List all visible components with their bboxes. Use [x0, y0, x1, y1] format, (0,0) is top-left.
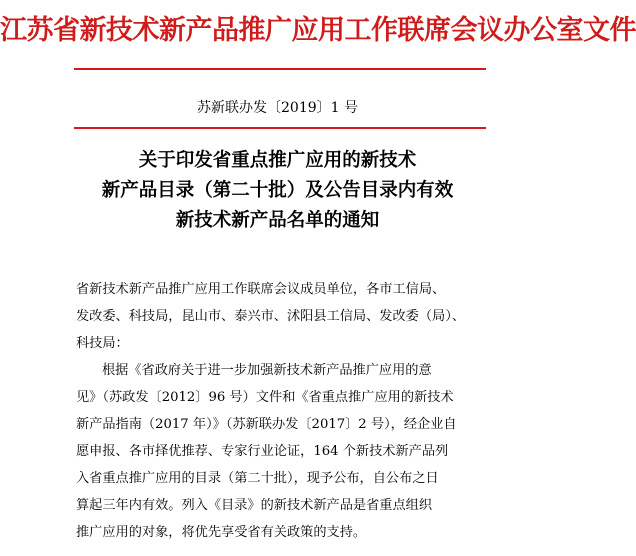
- body-line: 入省重点推广应用的目录（第二十批），现予公布，自公布之日: [76, 471, 439, 486]
- issuing-office-header: 江苏省新技术新产品推广应用工作联席会议办公室文件: [0, 15, 636, 46]
- document-number: 苏新联办发〔2019〕1 号: [197, 100, 358, 116]
- body-line: 根据《省政府关于进一步加强新技术新产品推广应用的意: [102, 363, 432, 378]
- header-red-rule: [74, 68, 486, 70]
- addressee-line: 省新技术新产品推广应用工作联席会议成员单位，各市工信局、: [76, 282, 446, 297]
- document-title: [0, 146, 555, 236]
- title-line: 关于印发省重点推广应用的新技术: [138, 150, 417, 171]
- body-line: 新产品指南（2017 年）》（苏新联办发〔2017〕2 号），经企业自: [76, 417, 457, 432]
- title-line: 新技术新产品名单的通知: [175, 210, 380, 231]
- body-line: 算起三年内有效。列入《目录》的新技术新产品是省重点组织: [76, 498, 433, 513]
- addressee-paragraph: [76, 276, 494, 357]
- addressee-line: 科技局：: [76, 336, 129, 351]
- addressee-line: 发改委、科技局，昆山市、泰兴市、沭阳县工信局、发改委（局）、: [76, 309, 466, 324]
- doc-number-red-rule: [74, 127, 486, 129]
- title-line: 新产品目录（第二十批）及公告目录内有效: [101, 180, 454, 201]
- body-line: 见》（苏政发〔2012〕96 号）文件和《省重点推广应用的新技术: [76, 390, 454, 405]
- body-line: 推广应用的对象，将优先享受省有关政策的支持。: [76, 525, 367, 540]
- body-line: 愿申报、各市择优推荐、专家行业论证，164 个新技术新产品列: [76, 444, 449, 459]
- body-paragraph: [76, 357, 494, 546]
